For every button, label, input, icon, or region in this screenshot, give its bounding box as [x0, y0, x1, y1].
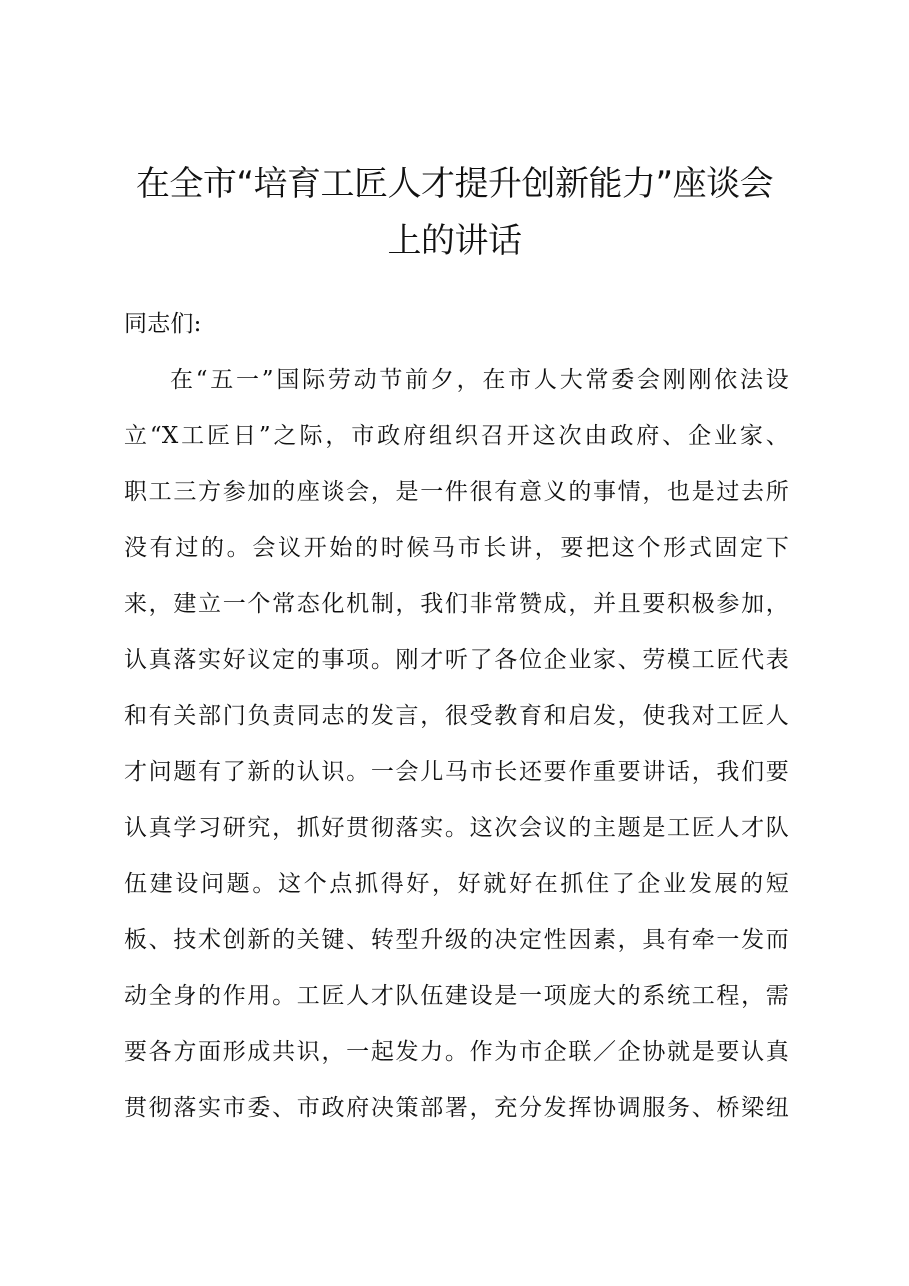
body-line-6: 认真落实好议定的事项。刚才听了各位企业家、劳模工匠代表 [124, 647, 789, 673]
body-line-11: 板、技术创新的关键、转型升级的决定性因素，具有牵一发而 [124, 927, 789, 953]
body-line-8: 才问题有了新的认识。一会儿马市长还要作重要讲话，我们要 [124, 759, 789, 785]
body-line-5: 来，建立一个常态化机制，我们非常赞成，并且要积极参加， [124, 591, 789, 617]
body-line-9: 认真学习研究，抓好贯彻落实。这次会议的主题是工匠人才队 [124, 815, 789, 841]
body-line-1: 在“五一”国际劳动节前夕，在市人大常委会刚刚依法设 [170, 367, 789, 393]
body-line-12: 动全身的作用。工匠人才队伍建设是一项庞大的系统工程，需 [124, 983, 789, 1009]
body-line-7: 和有关部门负责同志的发言，很受教育和启发，使我对工匠人 [124, 703, 789, 729]
body-line-4: 没有过的。会议开始的时候马市长讲，要把这个形式固定下 [124, 535, 789, 561]
document-title-line-2: 上的讲话 [387, 221, 522, 261]
body-line-10: 伍建设问题。这个点抓得好，好就好在抓住了企业发展的短 [124, 871, 789, 897]
body-line-13: 要各方面形成共识，一起发力。作为市企联／企协就是要认真 [124, 1039, 789, 1065]
body-line-2: 立“X工匠日”之际，市政府组织召开这次由政府、企业家、 [124, 423, 789, 449]
document-title-line-1: 在全市“培育工匠人才提升创新能力”座谈会 [135, 164, 774, 204]
salutation: 同志们: [124, 311, 202, 337]
body-line-3: 职工三方参加的座谈会，是一件很有意义的事情，也是过去所 [124, 479, 789, 505]
body-line-14: 贯彻落实市委、市政府决策部署，充分发挥协调服务、桥梁纽 [124, 1095, 789, 1121]
